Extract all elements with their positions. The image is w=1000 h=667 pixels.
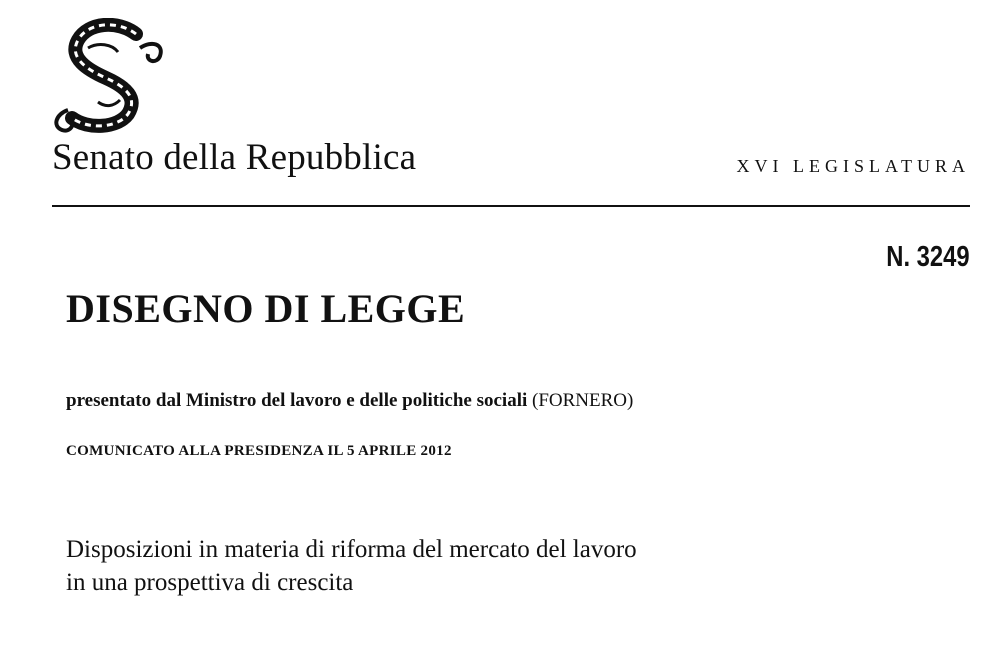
communication-date-line: COMUNICATO ALLA PRESIDENZA IL 5 APRILE 2012 — [66, 443, 452, 459]
presented-by-text: presentato dal Ministro del lavoro e delle politiche sociali — [66, 390, 528, 411]
minister-name: (FORNERO) — [532, 390, 634, 411]
bill-subject — [66, 533, 637, 599]
presented-by-line — [66, 388, 633, 414]
bill-number: N. 3249 — [886, 241, 970, 273]
institution-name: Senato della Repubblica — [52, 137, 417, 178]
document-title: DISEGNO DI LEGGE — [66, 286, 466, 331]
subject-line-1: Disposizioni in materia di riforma del mercato del lavoro — [66, 536, 637, 563]
legislature-label: XVI LEGISLATURA — [736, 156, 970, 176]
subject-line-2: in una prospettiva di crescita — [66, 569, 354, 596]
senate-s-emblem-icon — [48, 18, 168, 136]
header-divider — [52, 205, 970, 207]
